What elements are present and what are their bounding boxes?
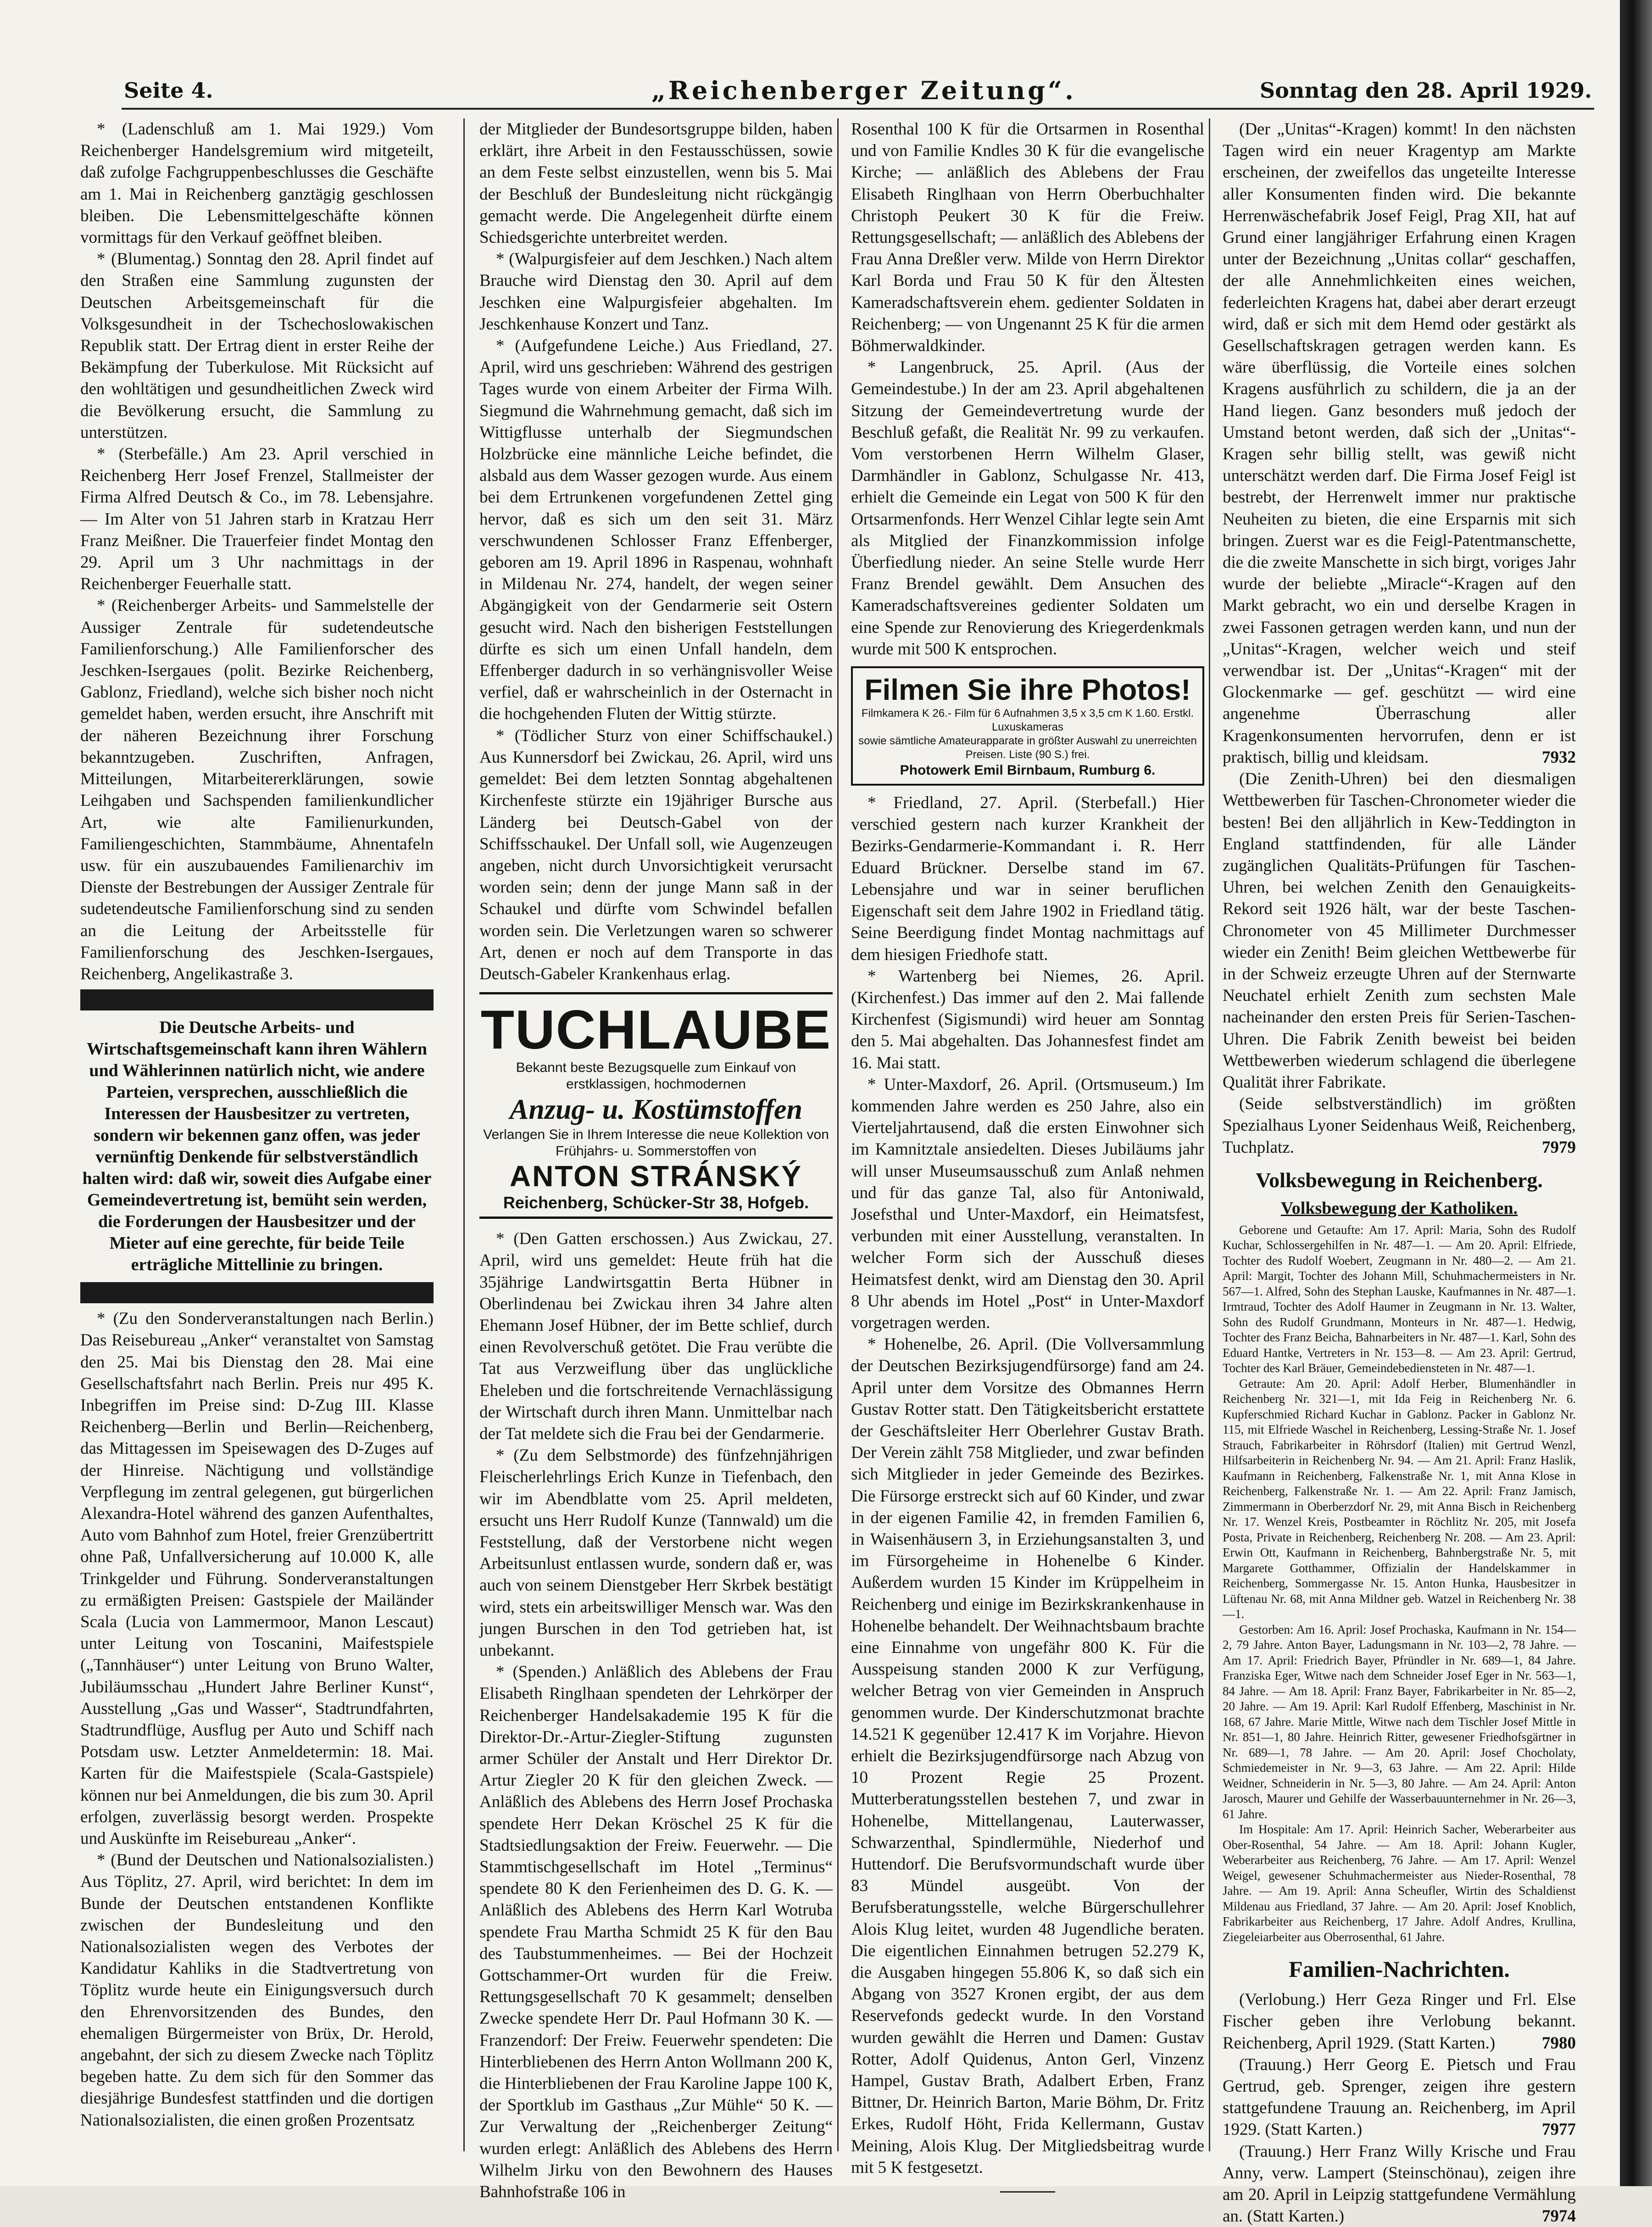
advert-tuchlaube: [479, 992, 833, 1219]
article-langenbruck: * Langenbruck, 25. April. (Aus der Gemeindestube.) In der am 23. April abgehaltenen Sitzung der Gemeindevertretung wurde der Beschluß gefaßt, die Realität Nr. 99 zu verkaufen. Vom verstorbenen Herrn Wilhelm Glaser, Darmhändler in Gablonz, Schulgasse Nr. 413, erhielt die Gemeinde ein Legat von 500 K für den Ortsarmenfonds. Herr Wenzel Cihlar legte sein Amt als Mitglied der Finanzkommission infolge Überfiedlung nieder. An seine Stelle wurde Herr Franz Brendel gewählt. Dem Ansuchen des Kameradschaftsvereines gedienter Soldaten um eine Spende zur Renovierung des Kriegerdenkmals wurde mit 500 K entsprochen.: [851, 358, 1204, 659]
volks-hospital: Im Hospitale: Am 17. April: Heinrich Sacher, Weberarbeiter aus Ober-Rosenthal, 54 Jahre. — Am 18. April: Johann Kugler, Weberarbeiter aus Reichenberg, 76 Jahre. — Am 17. April: Wenzel Weigel, gewesener Schuhmachermeister aus Nieder-Rosenthal, 78 Jahre. — Am 19. April: Anna Scheufler, Wirtin des Schaldienst Mildenau aus Friedland, 37 Jahre. — Am 20. April: Josef Knoblich, Fabrikarbeiter aus Reichenberg, 17 Jahre. Adolf Andres, Krullina, Ziegeleiarbeiter aus Oberrosenthal, 61 Jahre.: [1223, 1822, 1576, 1944]
column-1: [80, 118, 434, 2131]
article-schiffschaukel: * (Tödlicher Sturz von einer Schiffschaukel.) Aus Kunnersdorf bei Zwickau, 26. April, wird uns gemeldet: Bei dem letzten Sonntag abgehaltenen Kirchenfeste stürzte ein 19jähriger Bursche aus Länderg bei Deutsch-Gabel von der Schiffsschaukel. Der Unfall soll, wie Augenzeugen angeben, nicht durch Unvorsichtigkeit verursacht worden sein; denn der junge Mann saß in der Schaukel und dürfte vom Schwindel befallen worden sein. Die Verletzungen waren so schwerer Art, denen er noch auf dem Transporte in das Deutsch-Gabeler Krankenhaus erlag.: [479, 726, 833, 983]
header-rule: [122, 108, 1594, 110]
family-trauung-1: (Trauung.) Herr Georg E. Pietsch und Frau Gertrud, geb. Sprenger, zeigen ihre gestern stattgefundene Trauung an. Reichenberg, im April 1929. (Statt Karten.) 7977: [1223, 2054, 1576, 2141]
advert-tuchlaube-line1: Bekannt beste Bezugsquelle zum Einkauf von erstklassigen, hochmodernen: [516, 1060, 796, 1092]
article-bund-der-deutschen: * (Bund der Deutschen und Nationalsozialisten.) Aus Töplitz, 27. April, wird berichtet: In dem im Bunde der Deutschen entstandenen Konflikte zwischen der Bundesleitung und den Nationalsozialisten wegen des Verbotes der Kandidatur Kahliks in die Stadtvertretung von Töplitz wurde heute ein Einigungsversuch durch den Ehrenvorsitzenden des Bundes, den ehemaligen Bürgermeister von Brüx, Dr. Herold, angebahnt, der sich zu diesem Zwecke nach Töplitz begeben hatte. Zu dem sich für den Sommer das diesjährige Bundesfest stattfinden und die dortigen Nationalsozialisten, die einen großen Prozentsatz: [80, 1851, 434, 2130]
volksbewegung-title: Volksbewegung in Reichenberg.: [1256, 1168, 1543, 1192]
issue-date: Sonntag den 28. April 1929.: [1259, 78, 1592, 103]
column-divider: [463, 118, 465, 2151]
article-ladenschluss: * (Ladenschluß am 1. Mai 1929.) Vom Reichenberger Handelsgremium wird mitgeteilt, daß zufolge Fachgruppenbeschlusses die Geschäfte am 1. Mai in Reichenberg ganztägig geschlossen bleiben. Die Lebensmittelgeschäfte können vormittags für den Verkauf geöffnet bleiben.: [80, 120, 434, 247]
advert-photowerk-title: Filmen Sie ihre Photos!: [864, 673, 1191, 707]
political-notice: Die Deutsche Arbeits- und Wirtschaftsgemeinschaft kann ihren Wählern und Wählerinnen natürlich nicht, wie andere Parteien, versprechen, ausschließlich die Interessen der Hausbesitzer zu vertreten, sondern wir bekennen ganz offen, was jeder vernünftig Denkende für selbstverständlich halten wird: daß wir, soweit dies Aufgabe einer Gemeindevertretung ist, bemüht sein werden, die Forderungen der Hausbesitzer und der Mieter auf eine gerechte, für beide Teile erträgliche Mittellinie zu bringen.: [82, 1018, 432, 1275]
ad-code: 7932: [1542, 748, 1576, 767]
article-hohenelbe: * Hohenelbe, 26. April. (Die Vollversammlung der Deutschen Bezirksjugendfürsorge) fand am 24. April unter dem Vorsitze des Obmannes Herrn Gustav Rotter statt. Den Tätigkeitsbericht erstattete der Geschäftsleiter Herr Oberlehrer Gustav Brath. Der Verein zählt 758 Mitglieder, und zwar befinden sich Mitglieder in jeder Gemeinde des Bezirkes. Die Fürsorge erstreckt sich auf 60 Kinder, und zwar in der eigenen Familie 42, in fremden Familien 6, in Waisenhäusern 3, in Erziehungsanstalten 3, und im Fürsorgeheime in Hohenelbe 6 Kinder. Außerdem wurden 15 Kinder im Krüppelheim in Reichenberg und einige im Bezirkskrankenhause in Hohenelbe behandelt. Der Weihnachtsbaum brachte eine Einnahme von ungefähr 800 K. Für die Ausspeisung standen 2000 K zur Verfügung, welcher Betrag von vier Gemeinden in Anspruch genommen wurde. Der Kinderschutzmonat brachte 14.521 K gegenüber 12.417 K im Vorjahre. Hievon erhielt die Bezirksjugendfürsorge nach Abzug von 10 Prozent Regie 25 Prozent. Mutterberatungsstellen bestehen 7, und zwar in Hohenelbe, Mittellangenau, Lauterwasser, Schwarzenthal, Spindlermühle, Niederhof und Huttendorf. Die Berufsvormundschaft wurde über 83 Mündel ausgeübt. Von der Berufsberatungsstelle, welche Bürgerschullehrer Alois Klug leitet, wurden 48 Jugendliche beraten. Die eigentlichen Einnahmen betrugen 52.279 K, die Ausgaben hingegen 55.806 K, so daß sich ein Abgang von 3527 Kronen ergibt, der aus dem Reservefonds gedeckt wurde. In den Vorstand wurden gewählt die Herren und Damen: Gustav Rotter, Adolf Quidenus, Anton Gerl, Vinzenz Hampel, Gustav Brath, Adalbert Erben, Franz Bittner, Dr. Heinrich Barton, Marie Böhm, Dr. Fritz Erkes, Rudolf Höht, Frida Kellermann, Gustav Meining, Alois Klug. Der Mitgliedsbeitrag wurde mit 5 K festgesetzt.: [851, 1335, 1204, 2177]
advert-photowerk-line1: Filmkamera K 26.- Film für 6 Aufnahmen 3,5 x 3,5 cm K 1.60. Erstkl. Luxuskameras: [861, 707, 1194, 734]
advert-photowerk-line2: sowie sämtliche Amateurapparate in größter Auswahl zu unerreichten Preisen. Liste (90 S.) frei.: [858, 735, 1197, 761]
black-bar: [80, 989, 434, 1010]
advert-tuchlaube-name: TUCHLAUBE: [480, 999, 832, 1061]
article-spenden-continued: Rosenthal 100 K für die Ortsarmen in Rosenthal und von Familie Kndles 30 K für die evangelische Kirche; — anläßlich des Ablebens der Frau Elisabeth Ringlhaan von Herrn Oberbuchhalter Christoph Peukert 30 K für die Freiw. Rettungsgesellschaft; — anläßlich des Ablebens der Frau Anna Dreßler verw. Milde von Herrn Direktor Karl Borda und Frau 50 K für den Ältesten Kameradschaftsverein ehem. gedienter Soldaten in Reichenberg; — von Ungenannt 25 K für die armen Böhmerwaldkinder.: [851, 120, 1204, 356]
column-3: [851, 118, 1204, 2205]
article-familienforschung: * (Reichenberger Arbeits- und Sammelstelle der Aussiger Zentrale für sudetendeutsche Familienforschung.) Alle Familienforscher des Jeschken-Isergaues (polit. Bezirke Reichenberg, Gablonz, Friedland), welche sich bisher noch nicht gemeldet haben, werden ersucht, ihre Anschrift mit der näheren Bezeichnung ihrer Forschung bekanntzugeben. Zuschriften, Anfragen, Mitteilungen, Mitarbeitererklärungen, sowie Leihgaben und Sachspenden familienkundlicher Art, wie alte Familienurkunden, Familiengeschichten, Stammbäume, Ahnentafeln usw. für ein auszubauendes Familienarchiv im Dienste der Bestrebungen der Aussiger Zentrale für sudetendeutsche Familienforschung sind zu senden an die Leitung der Arbeitsstelle für Familienforschung des Jeschken-Isergaues, Reichenberg, Angelikastraße 3.: [80, 596, 434, 983]
article-seide: (Seide selbstverständlich) im größten Spezialhaus Lyoner Seidenhaus Weiß, Reichenberg, Tuchplatz. 7979: [1223, 1093, 1576, 1158]
column-4: [1223, 118, 1576, 2227]
article-bund-continued: der Mitglieder der Bundesortsgruppe bilden, haben erklärt, ihre Arbeit in den Festausschüssen, sowie an dem Feste selbst einzustellen, wenn bis 5. Mai der Beschluß der Bundesleitung nicht rückgängig gemacht werde. Die Angelegenheit dürfte einem Schiedsgerichte unterbreitet werden.: [479, 120, 833, 247]
ad-code: 7979: [1542, 1138, 1576, 1157]
article-wartenberg: * Wartenberg bei Niemes, 26. April. (Kirchenfest.) Das immer auf den 2. Mai fallende Kirchenfest (Sigismundi) wird heuer am Sonntag den 5. Mai abgehalten. Das Johannesfest findet am 16. Mai statt.: [851, 966, 1204, 1072]
article-unitas: (Der „Unitas“-Kragen) kommt! In den nächsten Tagen wird ein neuer Kragentyp am Markte erscheinen, der zweifellos das ungeteilte Interesse aller Konsumenten finden wird. Die bekannte Herrenwäschefabrik Josef Feigl, Prag XII, hat auf Grund einer langjähriger Erfahrung einen Kragen unter der Bezeichnung „Unitas collar“ geschaffen, der alle Annehmlichkeiten eines weichen, federleichten Kragens hat, dabei aber derart erzeugt wird, daß er sich mit dem Hemd oder gestärkt als Gesellschaftskragen getragen werden kann. Es wäre überflüssig, die Vorteile eines solchen Kragens ausführlich zu schildern, die ja an der Hand liegen. Ganz besonders muß jedoch der Umstand betont werden, daß sich der „Unitas“-Kragen sehr billig stellt, was gewiß nicht unterschätzt werden darf. Die Firma Josef Feigl ist bestrebt, der Herrenwelt immer nur praktische Neuheiten zu bieten, die eine Ersparnis mit sich bringen. Zuerst war es die Feigl-Patentmanschette, die die zweite Manschette in sich birgt, voriges Jahr wurde der beliebte „Miracle“-Kragen auf den Markt gebracht, wo ein und derselbe Kragen in zwei Fassonen getragen werden kann, und nun der „Unitas“-Kragen, welcher weich und steif verwendbar ist. Der „Unitas“-Kragen“ mit der Glockenmarke — gef. geschützt — wird eine angenehme Überraschung aller Kragenkonsumenten hervorrufen, denn er ist praktisch, billig und kleidsam. 7932: [1223, 118, 1576, 768]
newspaper-title: „Reichenberger Zeitung“.: [651, 76, 1076, 105]
article-unter-maxdorf: * Unter-Maxdorf, 26. April. (Ortsmuseum.) Im kommenden Jahre werden es 250 Jahre, also ein Vierteljahrtausend, daß die ersten Einwohner sich im Kamnitztale ansiedelten. Dieses Jubiläums jahr will unser Museumsausschuß zum Anlaß nehmen und für das ganze Tal, also für Antoniwald, Josefsthal und Unter-Maxdorf, ein Heimatsfest, verbunden mit einer Ausstellung, veranstalten. In welcher Form sich der Ausschuß dieses Heimatsfest denkt, wird am Dienstag den 30. April 8 Uhr abends im Hotel „Post“ in Unter-Maxdorf vorgetragen werden.: [851, 1075, 1204, 1332]
familien-title: Familien-Nachrichten.: [1289, 1956, 1510, 1982]
article-walpurgisfeier: * (Walpurgisfeier auf dem Jeschken.) Nach altem Brauche wird Dienstag den 30. April auf dem Jeschken eine Walpurgisfeier abgehalten. Im Jeschkenhause Konzert und Tanz.: [479, 250, 833, 334]
end-rule: [1000, 2191, 1055, 2193]
advert-tuchlaube-line2: Verlangen Sie in Ihrem Interesse die neue Kollektion von Frühjahrs- u. Sommerstoffen von: [483, 1127, 829, 1159]
article-spenden: * (Spenden.) Anläßlich des Ablebens der Frau Elisabeth Ringlhaan spendeten der Lehrkörper der Reichenberger Handelsakademie 195 K für die Direktor-Dr.-Artur-Ziegler-Stiftung zugunsten armer Schüler der Anstalt und Herr Direktor Dr. Artur Ziegler 20 K für den gleichen Zweck. — Anläßlich des Ablebens des Herrn Josef Prochaska spendete Herr Dekan Kröschel 25 K für die Stadtsiedlungsaktion der Freiw. Feuerwehr. — Die Stammtischgesellschaft im Hotel „Terminus“ spendete 80 K den Ferienheimen des D. G. K. — Anläßlich des Ablebens des Herrn Karl Wotruba spendete Frau Martha Schmidt 25 K für den Bau des Taubstummenheimes. — Bei der Hochzeit Gottschammer-Ort wurden für die Freiw. Rettungsgesellschaft 70 K gesammelt; denselben Zwecke spendete Herr Dr. Paul Hofmann 30 K. — Franzendorf: Der Freiw. Feuerwehr spendeten: Die Hinterbliebenen des Herrn Anton Wollmann 200 K, die Hinterbliebenen der Frau Karoline Jappe 100 K, der Sportklub im Gasthaus „Zur Mühle“ 50 K. — Zur Verwaltung der „Reichenberger Zeitung“ wurden erlegt: Anläßlich des Ablebens des Herrn Wilhelm Jirku von den Bewohnern des Hauses Bahnhofstraße 106 in: [479, 1663, 833, 2202]
article-sterbefaelle: * (Sterbefälle.) Am 23. April verschied in Reichenberg Herr Josef Frenzel, Stallmeister der Firma Alfred Deutsch & Co., im 78. Lebensjahre. — Im Alter von 51 Jahren starb in Kratzau Herr Franz Meißner. Die Trauerfeier findet Montag den 29. April um 3 Uhr nachmittags in der Reichenberger Feuerhalle statt.: [80, 445, 434, 594]
black-bar: [80, 1282, 434, 1303]
article-aufgefundene-leiche: * (Aufgefundene Leiche.) Aus Friedland, 27. April, wird uns geschrieben: Während des gestrigen Tages wurde von einem Arbeiter der Firma Wilh. Siegmund die Wahrnehmung gemacht, daß sich im Wittigflusse unterhalb der Siegmundschen Holzbrücke eine männliche Leiche befindet, die alsbald aus dem Wasser gezogen wurde. Aus einem bei dem Ertrunkenen vorgefundenen Zettel ging hervor, daß es sich um den seit 31. März verschwundenen Schlosser Franz Effenberger, geboren am 19. April 1896 in Raspenau, wohnhaft in Mildenau Nr. 274, handelt, der wegen seiner Abgängigkeit von der Gendarmerie seit Ostern gesucht wird. Nach den bisherigen Feststellungen dürfte es sich um einen Unfall handeln, dem Effenberger dadurch in so verhängnisvoller Weise verfiel, daß er wahrscheinlich in der Osternacht in die hochgehenden Fluten der Wittig stürzte.: [479, 336, 833, 724]
column-2: [479, 118, 833, 2203]
article-selbstmord: * (Zu dem Selbstmorde) des fünfzehnjährigen Fleischerlehrlings Erich Kunze in Tiefenbach, den wir im Abendblatte vom 25. April meldeten, ersucht uns Herr Rudolf Kunze (Tannwald) um die Feststellung, daß der Verstorbene nicht wegen Arbeitsunlust entlassen wurde, sondern daß er, was auch von seinem Dienstgeber Herr Skrbek bestätigt wird, stets ein arbeitswilliger Mensch war. Was den jungen Burschen in den Tod getrieben hat, ist unbekannt.: [479, 1446, 833, 1660]
article-berlin-reise: * (Zu den Sonderveranstaltungen nach Berlin.) Das Reisebureau „Anker“ veranstaltet von Samstag den 25. Mai bis Dienstag den 28. Mai eine Gesellschaftsfahrt nach Berlin. Preis nur 495 K. Inbegriffen im Preise sind: D-Zug III. Klasse Reichenberg—Berlin und Berlin—Reichenberg, das Mittagessen im Speisewagen des D-Zuges auf der Hinreise. Nächtigung und vollständige Verpflegung im zentral gelegenen, gut bürgerlichen Alexandra-Hotel während des ganzen Aufenthaltes, Auto vom Bahnhof zum Hotel, freier Grenzübertritt ohne Paß, Unfallversicherung auf 10.000 K, alle Trinkgelder und Führung. Sonderveranstaltungen zu ermäßigten Preisen: Gastspiele der Mailänder Scala (Lucia von Lammermoor, Manon Lescaut) unter Leitung von Toscanini, Maifestspiele („Tannhäuser“) unter Leitung von Bruno Walter, Jubiläumsschau „Hundert Jahre Berliner Kunst“, Ausstellung „Gas und Wasser“, Stadtrundfahrten, Stadtrundflüge, Ausflug per Auto und Schiff nach Potsdam usw. Letzter Anmeldetermin: 18. Mai. Karten für die Maifestspiele (Scala-Gastspiele) können nur bei Anmeldungen, die bis zum 30. April erfolgen, zuverlässig besorgt werden. Prospekte und Auskünfte im Reisebureau „Anker“.: [80, 1309, 434, 1848]
ad-code: 7977: [1542, 2120, 1576, 2139]
advert-photowerk: [851, 666, 1204, 786]
volksbewegung-subtitle: Volksbewegung der Katholiken.: [1280, 1198, 1518, 1218]
advert-tuchlaube-script: Anzug- u. Kostümstoffen: [509, 1094, 802, 1126]
article-gatten-erschossen: * (Den Gatten erschossen.) Aus Zwickau, 27. April, wird uns gemeldet: Heute früh hat die 35jährige Landwirtsgattin Berta Hübner in Oberlindenau bei Zwickau ihren 34 Jahre alten Ehemann Josef Hübner, der im Bette schlief, durch einen Revolverschuß getötet. Die Frau verübte die Tat aus Verzweiflung über das unglückliche Eheleben und die fortschreitende Vernachlässigung der Wirtschaft durch ihren Mann. Unmittelbar nach der Tat meldete sich die Frau bei der Gendarmerie.: [479, 1229, 833, 1443]
family-verlobung: (Verlobung.) Herr Geza Ringer und Frl. Else Fischer geben ihre Verlobung bekannt. Reichenberg, April 1929. (Statt Karten.) 7980: [1223, 1989, 1576, 2054]
volks-gestorben: Gestorben: Am 16. April: Josef Prochaska, Kaufmann in Nr. 154—2, 79 Jahre. Anton Bayer, Ladungsmann in Nr. 103—2, 78 Jahre. — Am 17. April: Friedrich Bayer, Pfründler in Nr. 689—1, 84 Jahre. Franziska Eger, Witwe nach dem Schneider Josef Eger in Nr. 563—1, 84 Jahre. — Am 18. April: Franz Bayer, Fabrikarbeiter in Nr. 85—2, 20 Jahre. — Am 19. April: Karl Rudolf Effenberg, Maschinist in Nr. 168, 67 Jahre. Marie Mittle, Witwe nach dem Tischler Josef Mittle in Nr. 851—1, 80 Jahre. Heinrich Ritter, gewesener Friedhofsgärtner in Nr. 689—1, 78 Jahre. — Am 20. April: Josef Chocholaty, Schmiedemeister in Nr. 9—3, 63 Jahre. — Am 22. April: Hilde Weidner, Schneiderin in Nr. 5—3, 80 Jahre. — Am 24. April: Anton Jarosch, Maurer und Gehilfe der Wasserbauunternehmer in Nr. 26—3, 61 Jahre.: [1223, 1622, 1576, 1821]
volks-geborene: Geborene und Getaufte: Am 17. April: Maria, Sohn des Rudolf Kuchar, Schlossergehilfen in Nr. 487—1. — Am 20. April: Elfriede, Tochter des Rudolf Woebert, Zeugmann in Nr. 480—2. — Am 21. April: Margit, Tochter des Johann Mill, Schuhmachermeisters in Nr. 567—1. Alfred, Sohn des Stephan Lauske, Kaufmannes in Nr. 487—1. Irmtraud, Tochter des Adolf Haumer in Zeugmann in Nr. 13. Walter, Sohn des Rudolf Grundmann, Monteurs in Nr. 487—1. Hedwig, Tochter des Franz Beicha, Bahnarbeiters in Nr. 487—1. Karl, Sohn des Eduard Hantke, Vertreters in Nr. 153—8. — Am 23. April: Gertrud, Tochter des Karl Bräuer, Gemeindebediensteten in Nr. 487—1.: [1223, 1222, 1576, 1375]
family-trauung-2: (Trauung.) Herr Franz Willy Krische und Frau Anny, verw. Lampert (Steinschönau), zeigen ihre am 20. April in Leipzig stattgefundene Vermählung an. (Statt Karten.) 7974: [1223, 2141, 1576, 2227]
article-blumentag: * (Blumentag.) Sonntag den 28. April findet auf den Straßen eine Sammlung zugunsten der Deutschen Arbeitsgemeinschaft für die Volksgesundheit in der Tschechoslowakischen Republik statt. Der Ertrag dient in erster Reihe der Bekämpfung der Tuberkulose. Mit Rücksicht auf den wohltätigen und gesundheitlichen Zweck wird die Bevölkerung ersucht, die Sammlung zu unterstützen.: [80, 250, 434, 442]
advert-photowerk-address: Photowerk Emil Birnbaum, Rumburg 6.: [900, 763, 1156, 778]
column-divider: [837, 118, 839, 2151]
advert-tuchlaube-address: Reichenberg, Schücker-Str 38, Hofgeb.: [503, 1193, 809, 1212]
ad-code: 7980: [1542, 2033, 1576, 2053]
ad-code: 7974: [1542, 2207, 1576, 2226]
volks-getraute: Getraute: Am 20. April: Adolf Herber, Blumenhändler in Reichenberg Nr. 321—1, mit Ida Feig in Reichenberg Nr. 6. Kupferschmied Richard Kuchar in Gablonz. Packer in Gablonz Nr. 115, mit Elfriede Waschel in Reichenberg, Lessing-Straße Nr. 1. Josef Strauch, Fabrikarbeiter in Röhrsdorf (Italien) mit Gertrud Wenzl, Hilfsarbeiterin in Reichenberg Nr. 94. — Am 21. April: Franz Haslik, Kaufmann in Reichenberg, Falkenstraße Nr. 1, mit Anna Klose in Reichenberg, Falkenstraße Nr. 1. — Am 22. April: Franz Jamisch, Zimmermann in Oberberzdorf Nr. 29, mit Anna Bisch in Reichenberg Nr. 17. Wenzel Kreis, Postbeamter in Röchlitz Nr. 205, mit Josefa Posta, Private in Reichenberg, Reichenberg Nr. 208. — Am 23. April: Erwin Ott, Kaufmann in Reichenberg, Bahnbergstraße Nr. 5, mit Margarete Gotthammer, Offizialin der Handelskammer in Reichenberg, Sommergasse Nr. 15. Anton Hunka, Hausbesitzer in Lüftenau Nr. 68, mit Anna Mildner geb. Watzel in Reichenberg Nr. 38—1.: [1223, 1376, 1576, 1621]
page-edge: [1620, 0, 1652, 2186]
column-divider: [1209, 118, 1210, 2151]
page-header: [124, 69, 1592, 110]
article-zenith: (Die Zenith-Uhren) bei den diesmaligen Wettbewerben für Taschen-Chronometer wieder die besten! Bei den alljährlich in Kew-Teddington in England stattfindenden, für alle Länder zugänglichen Qualitäts-Prüfungen für Taschen-Uhren, bei welchen Zenith den Genauigkeits-Rekord seit 1926 hält, war der beste Taschen-Chronometer von 45 Millimeter Durchmesser wieder ein Zenith! Beim gleichen Wettbewerbe für in der Schweiz erzeugte Uhren auf der Sternwarte Neuchatel erhielt Zenith zum sechsten Male nacheinander den ersten Preis für Serien-Taschen-Uhren. Die Fabrik Zenith beweist bei beiden Wettbewerben wiederum schlagend die überlegene Qualität ihrer Fabrikate.: [1223, 770, 1576, 1092]
article-friedland: * Friedland, 27. April. (Sterbefall.) Hier verschied gestern nach kurzer Krankheit der Bezirks-Gendarmerie-Kommandant i. R. Herr Eduard Brückner. Derselbe stand im 67. Lebensjahre und war in seiner beruflichen Eigenschaft seit dem Jahre 1902 in Friedland tätig. Seine Beerdigung findet Montag nachmittags auf dem hiesigen Friedhofe statt.: [851, 793, 1204, 964]
page-number: Seite 4.: [124, 78, 213, 103]
advert-tuchlaube-owner: ANTON STRÁNSKÝ: [509, 1160, 803, 1193]
